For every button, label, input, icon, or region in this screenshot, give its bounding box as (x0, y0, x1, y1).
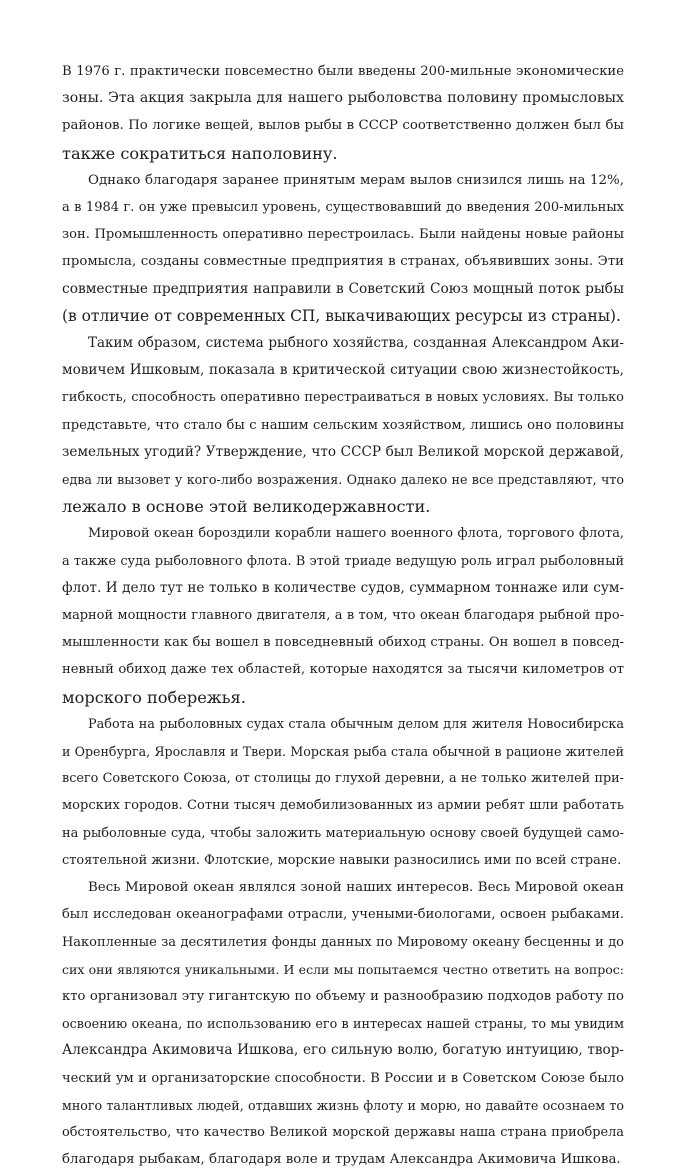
text-line: обстоятельство, что качество Великой морской державы наша страна приобрела (62, 1124, 624, 1140)
text-line: Весь Мировой океан являлся зоной наших интересов. Весь Мировой океан (88, 880, 624, 896)
text-line: (в отличие от современных СП, выкачивающих ресурсы из страны). (62, 306, 621, 325)
text-line: Мировой океан бороздили корабли нашего военного флота, торгового флота, (88, 526, 624, 542)
text-line: много талантливых людей, отдавших жизнь флоту и морю, но давайте осознаем то (62, 1097, 624, 1113)
paragraph-3 (62, 330, 624, 520)
text-line: гибкость, способность оперативно перестраиваться в новых условиях. Вы только (62, 390, 624, 406)
text-line: мовичем Ишковым, показала в критической ситуации свою жизнестойкость, (62, 362, 624, 379)
text-line: также сократиться наполовину. (62, 143, 338, 163)
text-line: стоятельной жизни. Флотские, морские навыки разносились ими по всей стране. (62, 852, 622, 868)
text-line: ческий ум и организаторские способности. В России и в Советском Союзе было (62, 1070, 624, 1086)
text-line: лежало в основе этой великодержавности. (62, 497, 431, 517)
text-line: В 1976 г. практически повсеместно были введены 200-мильные экономические (62, 64, 624, 79)
paragraph-6 (62, 874, 624, 1173)
text-line: всего Советского Союза, от столицы до глухой деревни, а не только жителей при- (62, 771, 624, 787)
text-line: Накопленные за десятилетия фонды данных по Мировому океану бесценны и до (62, 934, 624, 950)
text-line: Александра Акимовича Ишкова, его сильную волю, богатую интуицию, твор- (62, 1042, 624, 1059)
text-line: промысла, созданы совместные предприятия в странах, объявивших зоны. Эти (62, 254, 624, 270)
paragraph-1 (62, 58, 624, 167)
text-line: и Оренбурга, Ярославля и Твери. Морская рыба стала обычной в рационе жителей (62, 744, 624, 760)
text-line: флот. И дело тут не только в количестве судов, суммарном тоннаже или сум- (62, 579, 624, 596)
text-line: совместные предприятия направили в Советский Союз мощный поток рыбы (62, 280, 624, 297)
text-line: земельных угодий? Утверждение, что СССР был Великой морской державой, (62, 443, 624, 460)
paragraph-2 (62, 167, 624, 330)
text-line: на рыболовные суда, чтобы заложить материальную основу своей будущей само- (62, 825, 624, 841)
paragraph-4 (62, 520, 624, 710)
text-line: кто организовал эту гигантскую по объему и разнообразию подходов работу по (62, 988, 624, 1004)
text-line: морских городов. Сотни тысяч демобилизованных из армии ребят шли работать (62, 798, 624, 814)
document-page (62, 58, 624, 1173)
text-line: марной мощности главного двигателя, а в том, что океан благодаря рыбной про- (62, 608, 624, 624)
text-line: благодаря рыбакам, благодаря воле и трудам Александра Акимовича Ишкова. (62, 1152, 621, 1168)
text-line: освоению океана, по использованию его в интересах нашей страны, то мы увидим (62, 1016, 624, 1032)
text-line: представьте, что стало бы с нашим сельским хозяйством, лишись оно половины (62, 417, 624, 433)
text-line: был исследован океанографами отрасли, учеными-биологами, освоен рыбаками. (62, 907, 624, 923)
text-line: а также суда рыболовного флота. В этой триаде ведущую роль играл рыболовный (62, 553, 624, 569)
text-line: Таким образом, система рыбного хозяйства, созданная Александром Аки- (88, 335, 624, 352)
paragraph-5 (62, 711, 624, 874)
text-line: сих они являются уникальными. И если мы попытаемся честно ответить на вопрос: (62, 961, 624, 977)
text-line: едва ли вызовет у кого-либо возражения. Однако далеко не все представляют, что (62, 472, 624, 488)
text-line: районов. По логике вещей, вылов рыбы в СССР соответственно должен был бы (62, 118, 624, 134)
text-line: Работа на рыболовных судах стала обычным делом для жителя Новосибирска (88, 716, 624, 732)
text-line: невный обиход даже тех областей, которые находятся за тысячи километров от (62, 662, 624, 678)
text-line: морского побережья. (62, 687, 246, 707)
text-line: а в 1984 г. он уже превысил уровень, существовавший до введения 200-мильных (62, 200, 624, 216)
text-line: зоны. Эта акция закрыла для нашего рыболовства половину промысловых (62, 90, 624, 107)
text-line: мышленности как бы вошел в повседневный обиход страны. Он вошел в повсед- (62, 635, 624, 651)
text-line: зон. Промышленность оперативно перестроилась. Были найдены новые районы (62, 227, 624, 243)
text-line: Однако благодаря заранее принятым мерам вылов снизился лишь на 12%, (88, 172, 624, 188)
